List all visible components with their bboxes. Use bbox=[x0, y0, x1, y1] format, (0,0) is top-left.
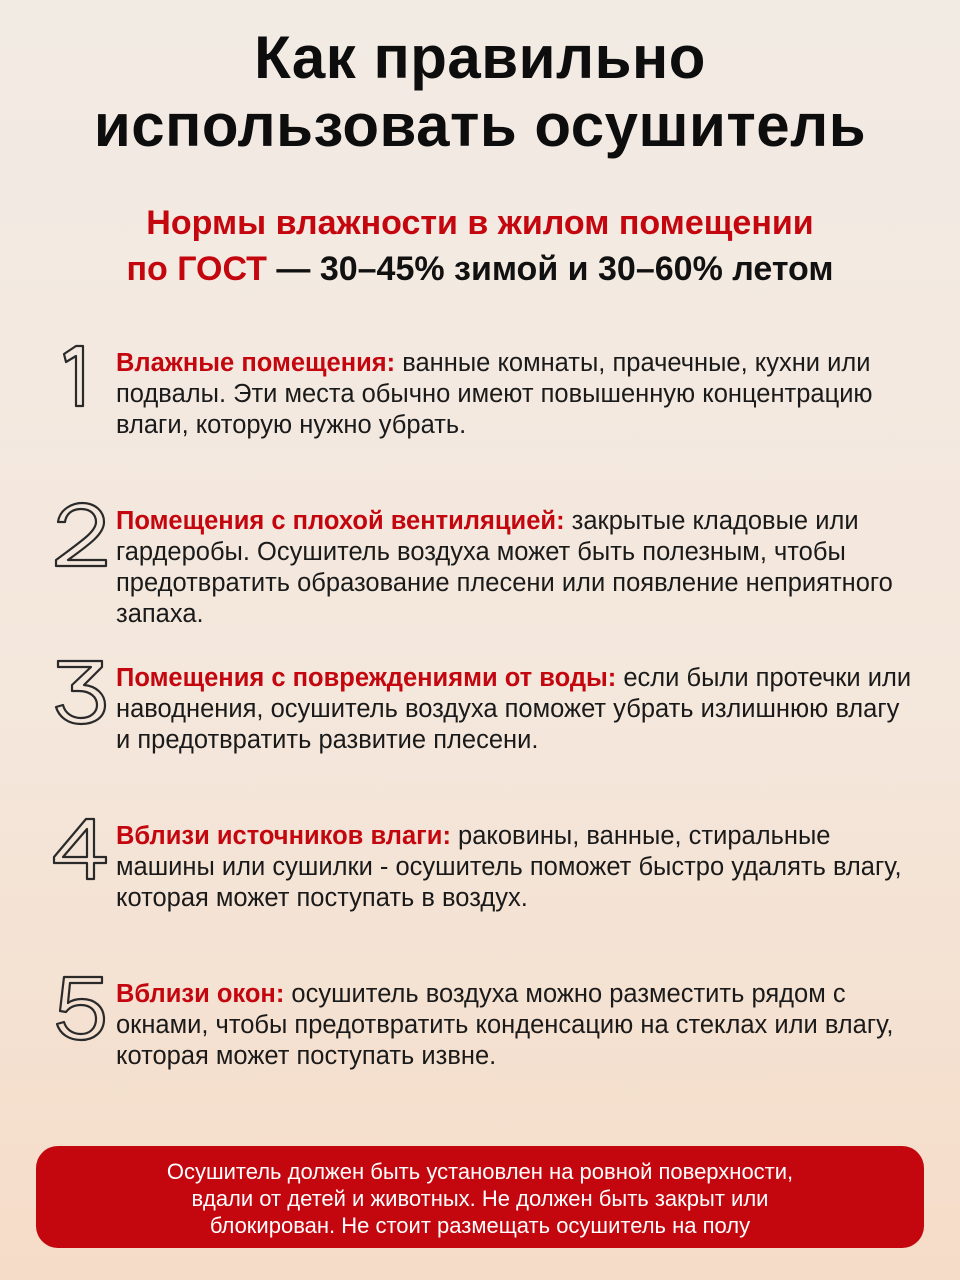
notice-line-3: блокирован. Не стоит размещать осушитель на полу bbox=[209, 1213, 751, 1238]
page-title-line-2: использовать осушитель bbox=[93, 92, 867, 159]
list-item-5-heading: Вблизи окон: bbox=[116, 980, 285, 1008]
subtitle-gost-label: по ГОСТ bbox=[126, 250, 267, 288]
list-item-2-heading: Помещения с плохой вентиляцией: bbox=[116, 507, 565, 535]
list-item-4-heading: Вблизи источников влаги: bbox=[116, 822, 451, 850]
list-item-4-text bbox=[116, 821, 916, 914]
installation-notice-banner bbox=[36, 1146, 924, 1248]
notice-line-2: вдали от детей и животных. Не должен быть закрыт или bbox=[191, 1186, 769, 1211]
humidity-norms-subtitle bbox=[0, 200, 960, 292]
list-item-2-body: закрытые кладовые или гардеробы. Осушитель воздуха может быть полезным, чтобы предотвратить образование плесени или появление неприятного запаха. bbox=[116, 507, 893, 628]
number-5-icon bbox=[50, 973, 110, 1043]
number-1-label: 1 bbox=[50, 342, 51, 343]
number-2-icon bbox=[50, 500, 110, 570]
number-4-label: 4 bbox=[50, 815, 51, 816]
list-item-3-body: если были протечки или наводнения, осушитель воздуха поможет убрать излишнюю влагу и предотвратить развитие плесени. bbox=[116, 664, 912, 754]
number-2-label: 2 bbox=[50, 500, 51, 501]
list-item-1-body: ванные комнаты, прачечные, кухни или подвалы. Эти места обычно имеют повышенную концентрацию влаги, которую нужно убрать. bbox=[116, 349, 873, 439]
list-item-3-heading: Помещения с повреждениями от воды: bbox=[116, 664, 617, 692]
list-item-5-text bbox=[116, 979, 916, 1072]
number-1-icon bbox=[50, 342, 110, 412]
list-item-4-body: раковины, ванные, стиральные машины или сушилки - осушитель поможет быстро удалять влагу, которая может поступать в воздух. bbox=[116, 822, 902, 912]
list-item-2-text bbox=[116, 506, 916, 630]
number-4-icon bbox=[50, 815, 110, 885]
subtitle-norm-values: — 30–45% зимой и 30–60% летом bbox=[266, 250, 834, 288]
number-3-icon bbox=[50, 657, 110, 727]
list-item-5-body: осушитель воздуха можно разместить рядом с окнами, чтобы предотвратить конденсацию на стеклах или влагу, которая может поступать извне. bbox=[116, 980, 894, 1070]
list-item-1-heading: Влажные помещения: bbox=[116, 349, 396, 377]
number-5-label: 5 bbox=[50, 973, 51, 974]
number-3-label: 3 bbox=[50, 657, 51, 658]
page-title-line-1: Как правильно bbox=[254, 24, 706, 91]
list-item-3-text bbox=[116, 663, 916, 756]
subtitle-line-2 bbox=[0, 246, 960, 292]
list-item-1-text bbox=[116, 348, 916, 441]
notice-line-1: Осушитель должен быть установлен на ровной поверхности, bbox=[166, 1159, 794, 1184]
subtitle-line-1: Нормы влажности в жилом помещении bbox=[146, 204, 814, 242]
page-title bbox=[0, 24, 960, 160]
